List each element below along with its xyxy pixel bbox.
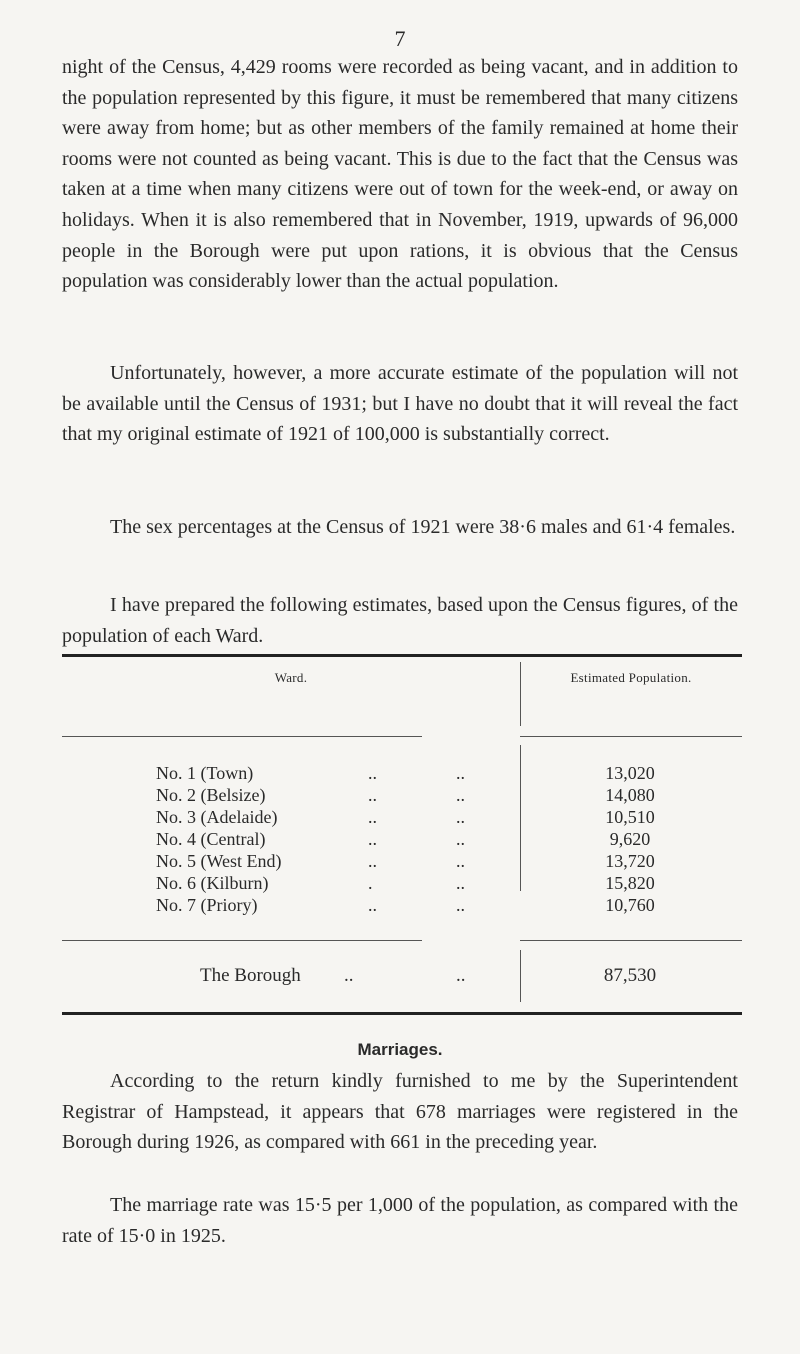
leader-dots: .. <box>456 763 465 783</box>
ward-name: No. 6 (Kilburn) <box>156 873 269 893</box>
leader-dots: .. <box>456 851 465 871</box>
leader-dots: .. <box>456 873 465 893</box>
leader-dots: .. <box>456 807 465 827</box>
header-estimated-population: Estimated Population. <box>570 670 692 685</box>
ward-population: 13,720 <box>605 851 655 871</box>
header-ward: Ward. <box>274 670 308 685</box>
ward-population: 13,020 <box>605 763 655 783</box>
leader-dots: .. <box>368 785 377 805</box>
table-row <box>0 807 800 829</box>
paragraph-marriage-rate: The marriage rate was 15·5 per 1,000 of the population, as compared with the rate of 15·0 in 1925. <box>62 1194 738 1247</box>
leader-dots: .. <box>344 965 354 986</box>
ward-population: 10,760 <box>605 895 655 915</box>
leader-dots: .. <box>456 895 465 915</box>
ward-name: No. 5 (West End) <box>156 851 282 871</box>
paragraph-census-vacancies: night of the Census, 4,429 rooms were recorded as being vacant, and in addition to the population represented by this figure, it must be remembered that many citizens were away from home; but as other members of the family remained at home their rooms were not counted as being vacant. This is due to the fact that the Census was taken at a time when many citizens were out of town for the week-end, or away on holidays. When it is also remembered that in November, 1919, upwards of 96,000 people in the Borough were put upon rations, it is obvious that the Census population was considerably lower than the actual population. <box>62 56 738 293</box>
table-row <box>0 873 800 895</box>
leader-dots: .. <box>368 851 377 871</box>
table-row <box>0 829 800 851</box>
ward-name: No. 2 (Belsize) <box>156 785 266 805</box>
table-row <box>0 785 800 807</box>
ward-name: No. 4 (Central) <box>156 829 266 849</box>
leader-dots: .. <box>368 895 377 915</box>
table-bottom-rule <box>62 1012 742 1015</box>
table-row <box>0 895 800 917</box>
ward-population: 9,620 <box>609 829 651 849</box>
paragraph-marriages: According to the return kindly furnished to me by the Superintendent Registrar of Hampstead, it appears that 678 marriages were registered in the Borough during 1926, as compared with 661 in the preceding year. <box>62 1070 738 1154</box>
paragraph-sex-percentages: The sex percentages at the Census of 1921 were 38·6 males and 61·4 females. <box>110 516 736 538</box>
total-overline-right <box>520 940 742 941</box>
header-underline-left <box>62 736 422 737</box>
leader-dots: . <box>368 873 373 893</box>
ward-name: No. 7 (Priory) <box>156 895 258 915</box>
total-population: 87,530 <box>603 965 657 986</box>
ward-population: 15,820 <box>605 873 655 893</box>
ward-population: 14,080 <box>605 785 655 805</box>
section-title-marriages: Marriages. <box>357 1040 443 1059</box>
ward-name: No. 1 (Town) <box>156 763 254 783</box>
table-row <box>0 851 800 873</box>
paragraph-population-estimate: Unfortunately, however, a more accurate estimate of the population will not be available until the Census of 1931; but I have no doubt that it will reveal the fact that my original estimate of 1921 of 100,000 is substantially correct. <box>62 362 738 446</box>
leader-dots: .. <box>456 785 465 805</box>
leader-dots: .. <box>368 763 377 783</box>
total-label: The Borough <box>200 965 301 986</box>
header-underline-right <box>520 736 742 737</box>
leader-dots: .. <box>456 829 465 849</box>
total-row <box>0 965 800 987</box>
ward-name: No. 3 (Adelaide) <box>156 807 278 827</box>
table-row <box>0 763 800 785</box>
table-top-rule <box>62 654 742 657</box>
leader-dots: .. <box>368 807 377 827</box>
leader-dots: .. <box>368 829 377 849</box>
page-number: 7 <box>394 26 406 51</box>
paragraph-ward-intro: I have prepared the following estimates, based upon the Census figures, of the population of each Ward. <box>62 594 738 647</box>
ward-population: 10,510 <box>605 807 655 827</box>
leader-dots: .. <box>456 965 466 986</box>
total-overline-left <box>62 940 422 941</box>
